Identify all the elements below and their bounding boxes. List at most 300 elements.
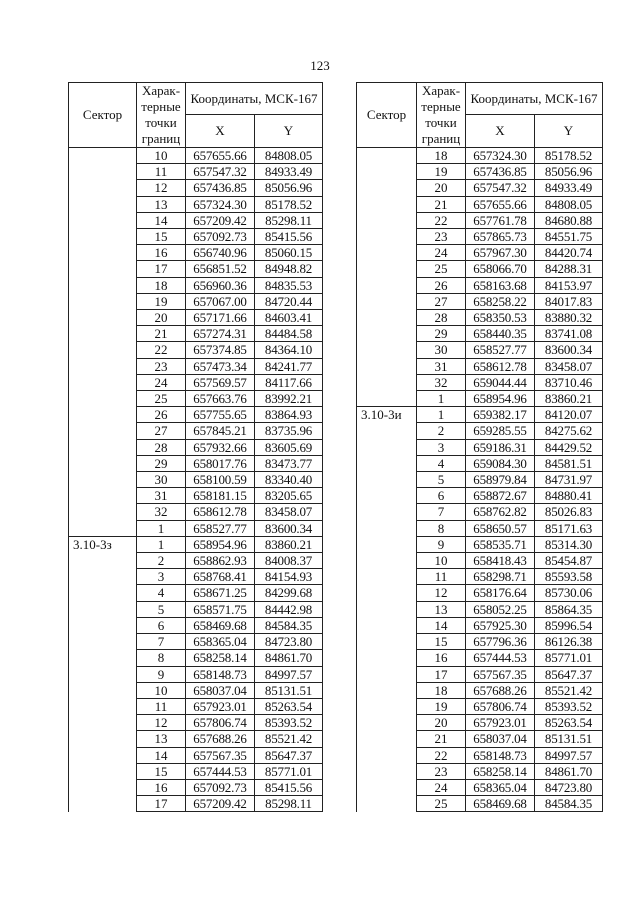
sector-cell: [69, 731, 137, 747]
x-coordinate-cell: 657865.73: [466, 229, 535, 245]
y-coordinate-cell: 84551.75: [535, 229, 603, 245]
sector-cell: [357, 763, 417, 779]
x-coordinate-cell: 658612.78: [186, 504, 255, 520]
point-number-cell: 12: [137, 715, 186, 731]
y-coordinate-cell: 84017.83: [535, 293, 603, 309]
sector-cell: [357, 342, 417, 358]
sector-cell: [69, 569, 137, 585]
table-row: [357, 310, 603, 326]
point-number-cell: 9: [417, 536, 466, 552]
x-coordinate-cell: 659084.30: [466, 455, 535, 471]
y-coordinate-cell: 85298.11: [255, 796, 323, 812]
point-number-cell: 31: [417, 358, 466, 374]
sector-cell: [357, 148, 417, 164]
x-coordinate-cell: 657567.35: [466, 666, 535, 682]
y-coordinate-cell: 85996.54: [535, 617, 603, 633]
sector-cell: [357, 261, 417, 277]
sector-cell: [357, 520, 417, 536]
point-number-cell: 29: [417, 326, 466, 342]
y-coordinate-cell: 84420.74: [535, 245, 603, 261]
sector-cell: [357, 698, 417, 714]
point-number-cell: 22: [417, 747, 466, 763]
table-row: [357, 212, 603, 228]
point-number-cell: 7: [137, 634, 186, 650]
x-coordinate-cell: 658872.67: [466, 488, 535, 504]
point-number-cell: 4: [417, 455, 466, 471]
x-coordinate-cell: 658052.25: [466, 601, 535, 617]
point-number-cell: 7: [417, 504, 466, 520]
sector-cell: [357, 293, 417, 309]
header-sector: Сектор: [357, 83, 417, 148]
table-row: [357, 391, 603, 407]
header-x: X: [186, 115, 255, 148]
x-coordinate-cell: 658037.04: [466, 731, 535, 747]
x-coordinate-cell: 658418.43: [466, 553, 535, 569]
point-number-cell: 19: [417, 164, 466, 180]
sector-cell: [357, 472, 417, 488]
point-number-cell: 3: [137, 569, 186, 585]
point-number-cell: 22: [417, 212, 466, 228]
point-number-cell: 4: [137, 585, 186, 601]
sector-cell: [69, 196, 137, 212]
x-coordinate-cell: 657067.00: [186, 293, 255, 309]
x-coordinate-cell: 658768.41: [186, 569, 255, 585]
table-row: [357, 779, 603, 795]
right-table-body: [357, 148, 603, 812]
x-coordinate-cell: 657436.85: [186, 180, 255, 196]
point-number-cell: 25: [137, 391, 186, 407]
point-number-cell: 23: [417, 229, 466, 245]
point-number-cell: 15: [137, 763, 186, 779]
y-coordinate-cell: 84933.49: [535, 180, 603, 196]
coordinates-table-right: [356, 82, 603, 812]
point-number-cell: 23: [417, 763, 466, 779]
y-coordinate-cell: 84808.05: [255, 148, 323, 164]
x-coordinate-cell: 658037.04: [186, 682, 255, 698]
x-coordinate-cell: 657547.32: [186, 164, 255, 180]
y-coordinate-cell: 84288.31: [535, 261, 603, 277]
y-coordinate-cell: 83473.77: [255, 455, 323, 471]
sector-cell: [357, 374, 417, 390]
table-row: [69, 601, 323, 617]
sector-cell: 3.10-3з: [69, 536, 137, 552]
y-coordinate-cell: 83860.21: [535, 391, 603, 407]
x-coordinate-cell: 658365.04: [466, 779, 535, 795]
y-coordinate-cell: 84861.70: [535, 763, 603, 779]
sector-cell: [69, 698, 137, 714]
y-coordinate-cell: 85454.87: [535, 553, 603, 569]
table-row: [357, 698, 603, 714]
point-number-cell: 15: [417, 634, 466, 650]
point-number-cell: 24: [417, 245, 466, 261]
header-sector: Сектор: [69, 83, 137, 148]
y-coordinate-cell: 85593.58: [535, 569, 603, 585]
point-number-cell: 3: [417, 439, 466, 455]
sector-cell: [69, 796, 137, 812]
x-coordinate-cell: 658163.68: [466, 277, 535, 293]
x-coordinate-cell: 657923.01: [466, 715, 535, 731]
point-number-cell: 1: [417, 391, 466, 407]
table-row: [69, 504, 323, 520]
sector-cell: [357, 391, 417, 407]
table-row: [357, 261, 603, 277]
sector-cell: [357, 212, 417, 228]
point-number-cell: 11: [417, 569, 466, 585]
point-number-cell: 30: [137, 472, 186, 488]
x-coordinate-cell: 657436.85: [466, 164, 535, 180]
y-coordinate-cell: 84880.41: [535, 488, 603, 504]
point-number-cell: 5: [137, 601, 186, 617]
point-number-cell: 12: [417, 585, 466, 601]
sector-cell: [69, 245, 137, 261]
sector-cell: [69, 229, 137, 245]
y-coordinate-cell: 85056.96: [255, 180, 323, 196]
point-number-cell: 22: [137, 342, 186, 358]
sector-cell: [69, 423, 137, 439]
sector-cell: [69, 374, 137, 390]
sector-cell: [357, 439, 417, 455]
table-row: [357, 196, 603, 212]
sector-cell: [357, 536, 417, 552]
x-coordinate-cell: 657932.66: [186, 439, 255, 455]
y-coordinate-cell: 83340.40: [255, 472, 323, 488]
sector-cell: [69, 666, 137, 682]
coordinates-table-left: [68, 82, 323, 812]
point-number-cell: 20: [417, 180, 466, 196]
y-coordinate-cell: 84581.51: [535, 455, 603, 471]
x-coordinate-cell: 658650.57: [466, 520, 535, 536]
x-coordinate-cell: 657171.66: [186, 310, 255, 326]
x-coordinate-cell: 659382.17: [466, 407, 535, 423]
sector-cell: [69, 455, 137, 471]
sector-cell: [357, 358, 417, 374]
y-coordinate-cell: 84275.62: [535, 423, 603, 439]
table-row: [69, 488, 323, 504]
header-coordinates: Координаты, МСК-167: [466, 83, 603, 115]
y-coordinate-cell: 85131.51: [255, 682, 323, 698]
x-coordinate-cell: 657547.32: [466, 180, 535, 196]
point-number-cell: 11: [137, 698, 186, 714]
point-number-cell: 10: [137, 682, 186, 698]
point-number-cell: 27: [417, 293, 466, 309]
point-number-cell: 21: [417, 196, 466, 212]
sector-cell: [69, 650, 137, 666]
header-x: X: [466, 115, 535, 148]
table-row: [357, 666, 603, 682]
header-coordinates: Координаты, МСК-167: [186, 83, 323, 115]
sector-cell: [69, 715, 137, 731]
y-coordinate-cell: 83741.08: [535, 326, 603, 342]
table-row: [357, 601, 603, 617]
table-row: [357, 488, 603, 504]
table-row: [357, 553, 603, 569]
x-coordinate-cell: 659285.55: [466, 423, 535, 439]
y-coordinate-cell: 85415.56: [255, 779, 323, 795]
point-number-cell: 27: [137, 423, 186, 439]
sector-cell: [69, 407, 137, 423]
sector-cell: [69, 391, 137, 407]
table-row: [69, 472, 323, 488]
x-coordinate-cell: 657209.42: [186, 796, 255, 812]
point-number-cell: 6: [417, 488, 466, 504]
y-coordinate-cell: 85026.83: [535, 504, 603, 520]
table-row: [357, 569, 603, 585]
x-coordinate-cell: 657688.26: [466, 682, 535, 698]
x-coordinate-cell: 657967.30: [466, 245, 535, 261]
y-coordinate-cell: 84153.97: [535, 277, 603, 293]
point-number-cell: 32: [137, 504, 186, 520]
table-row: [357, 731, 603, 747]
y-coordinate-cell: 84723.80: [535, 779, 603, 795]
y-coordinate-cell: 83605.69: [255, 439, 323, 455]
table-row: [69, 326, 323, 342]
sector-cell: [357, 747, 417, 763]
y-coordinate-cell: 84997.57: [255, 666, 323, 682]
table-row: [69, 439, 323, 455]
table-row: [357, 180, 603, 196]
point-number-cell: 5: [417, 472, 466, 488]
x-coordinate-cell: 658181.15: [186, 488, 255, 504]
y-coordinate-cell: 83600.34: [535, 342, 603, 358]
table-row: [357, 682, 603, 698]
table-row: [69, 342, 323, 358]
sector-cell: [357, 779, 417, 795]
sector-cell: [357, 585, 417, 601]
y-coordinate-cell: 85730.06: [535, 585, 603, 601]
table-row: [357, 715, 603, 731]
y-coordinate-cell: 84241.77: [255, 358, 323, 374]
table-row: [69, 148, 323, 164]
y-coordinate-cell: 85647.37: [255, 747, 323, 763]
x-coordinate-cell: 658527.77: [466, 342, 535, 358]
table-row: [69, 650, 323, 666]
point-number-cell: 18: [137, 277, 186, 293]
table-row: [69, 245, 323, 261]
table-row: [357, 423, 603, 439]
y-coordinate-cell: 85314.30: [535, 536, 603, 552]
sector-cell: [357, 715, 417, 731]
sector-cell: [69, 212, 137, 228]
x-coordinate-cell: 657473.34: [186, 358, 255, 374]
table-row: [357, 293, 603, 309]
y-coordinate-cell: 83735.96: [255, 423, 323, 439]
y-coordinate-cell: 83710.46: [535, 374, 603, 390]
x-coordinate-cell: 657663.76: [186, 391, 255, 407]
table-row: [69, 261, 323, 277]
sector-cell: [357, 196, 417, 212]
point-number-cell: 13: [417, 601, 466, 617]
y-coordinate-cell: 84603.41: [255, 310, 323, 326]
x-coordinate-cell: 658469.68: [466, 796, 535, 812]
point-number-cell: 24: [417, 779, 466, 795]
y-coordinate-cell: 85263.54: [255, 698, 323, 714]
x-coordinate-cell: 657845.21: [186, 423, 255, 439]
table-row: [357, 245, 603, 261]
sector-cell: [357, 569, 417, 585]
sector-cell: [357, 553, 417, 569]
table-row: [357, 504, 603, 520]
point-number-cell: 23: [137, 358, 186, 374]
sector-cell: [69, 342, 137, 358]
sector-cell: [357, 180, 417, 196]
sector-cell: [69, 682, 137, 698]
table-row: [69, 634, 323, 650]
sector-cell: [69, 601, 137, 617]
x-coordinate-cell: 657655.66: [466, 196, 535, 212]
table-row: [69, 293, 323, 309]
x-coordinate-cell: 658979.84: [466, 472, 535, 488]
sector-cell: [69, 293, 137, 309]
sector-cell: [357, 423, 417, 439]
table-row: [69, 277, 323, 293]
x-coordinate-cell: 658469.68: [186, 617, 255, 633]
point-number-cell: 29: [137, 455, 186, 471]
table-row: [357, 747, 603, 763]
sector-cell: [357, 164, 417, 180]
table-row: [69, 358, 323, 374]
x-coordinate-cell: 657324.30: [466, 148, 535, 164]
x-coordinate-cell: 659044.44: [466, 374, 535, 390]
sector-cell: [69, 553, 137, 569]
table-row: [69, 698, 323, 714]
x-coordinate-cell: 657761.78: [466, 212, 535, 228]
sector-cell: [357, 682, 417, 698]
y-coordinate-cell: 85415.56: [255, 229, 323, 245]
table-row: [69, 763, 323, 779]
y-coordinate-cell: 85178.52: [535, 148, 603, 164]
x-coordinate-cell: 658862.93: [186, 553, 255, 569]
header-points: Харак-терные точки границ: [417, 83, 466, 148]
point-number-cell: 18: [417, 148, 466, 164]
x-coordinate-cell: 657444.53: [186, 763, 255, 779]
y-coordinate-cell: 84680.88: [535, 212, 603, 228]
table-row: [69, 455, 323, 471]
table-row: [357, 585, 603, 601]
x-coordinate-cell: 657567.35: [186, 747, 255, 763]
y-coordinate-cell: 83458.07: [255, 504, 323, 520]
y-coordinate-cell: 84154.93: [255, 569, 323, 585]
y-coordinate-cell: 85771.01: [255, 763, 323, 779]
x-coordinate-cell: 658066.70: [466, 261, 535, 277]
y-coordinate-cell: 85771.01: [535, 650, 603, 666]
sector-cell: [357, 650, 417, 666]
point-number-cell: 13: [137, 731, 186, 747]
table-row: [357, 407, 603, 423]
y-coordinate-cell: 84720.44: [255, 293, 323, 309]
point-number-cell: 31: [137, 488, 186, 504]
point-number-cell: 28: [417, 310, 466, 326]
table-row: [69, 796, 323, 812]
x-coordinate-cell: 658298.71: [466, 569, 535, 585]
table-row: [69, 682, 323, 698]
sector-cell: [69, 310, 137, 326]
point-number-cell: 20: [137, 310, 186, 326]
point-number-cell: 21: [137, 326, 186, 342]
x-coordinate-cell: 658762.82: [466, 504, 535, 520]
y-coordinate-cell: 84364.10: [255, 342, 323, 358]
header-points: Харак-терные точки границ: [137, 83, 186, 148]
sector-cell: 3.10-3и: [357, 407, 417, 423]
y-coordinate-cell: 85521.42: [535, 682, 603, 698]
y-coordinate-cell: 85131.51: [535, 731, 603, 747]
y-coordinate-cell: 84861.70: [255, 650, 323, 666]
table-row: [357, 358, 603, 374]
x-coordinate-cell: 658148.73: [466, 747, 535, 763]
point-number-cell: 17: [417, 666, 466, 682]
point-number-cell: 16: [137, 245, 186, 261]
sector-cell: [357, 666, 417, 682]
y-coordinate-cell: 85298.11: [255, 212, 323, 228]
sector-cell: [357, 326, 417, 342]
table-row: [69, 666, 323, 682]
sector-cell: [357, 617, 417, 633]
table-row: [69, 617, 323, 633]
x-coordinate-cell: 658954.96: [186, 536, 255, 552]
sector-cell: [69, 779, 137, 795]
table-row: [69, 520, 323, 536]
point-number-cell: 20: [417, 715, 466, 731]
sector-cell: [69, 148, 137, 164]
point-number-cell: 17: [137, 796, 186, 812]
y-coordinate-cell: 85178.52: [255, 196, 323, 212]
sector-cell: [357, 796, 417, 812]
x-coordinate-cell: 658176.64: [466, 585, 535, 601]
x-coordinate-cell: 658350.53: [466, 310, 535, 326]
table-row: [357, 326, 603, 342]
sector-cell: [69, 634, 137, 650]
sector-cell: [69, 747, 137, 763]
point-number-cell: 24: [137, 374, 186, 390]
y-coordinate-cell: 85056.96: [535, 164, 603, 180]
y-coordinate-cell: 83600.34: [255, 520, 323, 536]
x-coordinate-cell: 658535.71: [466, 536, 535, 552]
header-y: Y: [535, 115, 603, 148]
y-coordinate-cell: 85521.42: [255, 731, 323, 747]
y-coordinate-cell: 83880.32: [535, 310, 603, 326]
table-row: [357, 796, 603, 812]
table-row: [357, 650, 603, 666]
sector-cell: [357, 277, 417, 293]
sector-cell: [357, 634, 417, 650]
x-coordinate-cell: 658527.77: [186, 520, 255, 536]
table-row: [69, 779, 323, 795]
point-number-cell: 32: [417, 374, 466, 390]
sector-cell: [69, 763, 137, 779]
sector-cell: [357, 245, 417, 261]
table-row: [69, 536, 323, 552]
sector-cell: [69, 277, 137, 293]
table-row: [357, 520, 603, 536]
table-row: [69, 585, 323, 601]
y-coordinate-cell: 85864.35: [535, 601, 603, 617]
left-table-body: [69, 148, 323, 812]
sector-cell: [357, 731, 417, 747]
sector-cell: [357, 310, 417, 326]
x-coordinate-cell: 657655.66: [186, 148, 255, 164]
sector-cell: [357, 455, 417, 471]
x-coordinate-cell: 658258.14: [466, 763, 535, 779]
point-number-cell: 26: [137, 407, 186, 423]
point-number-cell: 1: [417, 407, 466, 423]
y-coordinate-cell: 84442.98: [255, 601, 323, 617]
table-row: [69, 747, 323, 763]
table-row: [69, 310, 323, 326]
y-coordinate-cell: 84484.58: [255, 326, 323, 342]
point-number-cell: 14: [137, 747, 186, 763]
y-coordinate-cell: 83864.93: [255, 407, 323, 423]
y-coordinate-cell: 85647.37: [535, 666, 603, 682]
point-number-cell: 13: [137, 196, 186, 212]
